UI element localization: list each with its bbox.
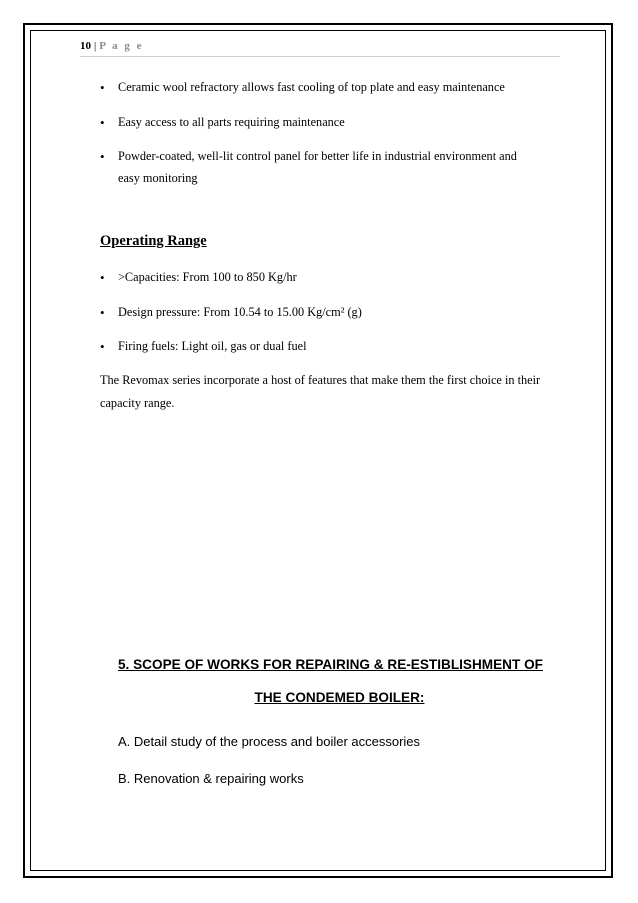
feature-text: Powder-coated, well-lit control panel for better life in industrial environment and	[118, 149, 517, 163]
range-text: Design pressure: From 10.54 to 15.00 Kg/cm² (g)	[118, 305, 362, 319]
range-text: Firing fuels: Light oil, gas or dual fuel	[118, 339, 307, 353]
bullet-icon: •	[100, 305, 105, 320]
range-paragraph-line: The Revomax series incorporate a host of features that make them the first choice in their	[100, 373, 541, 387]
bullet-icon: •	[100, 339, 105, 354]
scope-item: B. Renovation & repairing works	[118, 771, 304, 786]
range-paragraph-line: capacity range.	[100, 396, 175, 410]
scope-heading-line: THE CONDEMED BOILER:	[254, 690, 425, 705]
feature-text: Easy access to all parts requiring maintenance	[118, 115, 345, 129]
header-separator: |	[94, 40, 97, 52]
page-header	[80, 38, 560, 57]
scope-item: A. Detail study of the process and boiler accessories	[118, 734, 421, 749]
bullet-icon: •	[100, 270, 105, 285]
bullet-icon: •	[100, 80, 105, 95]
feature-text: Ceramic wool refractory allows fast cooling of top plate and easy maintenance	[118, 80, 505, 94]
range-text: >Capacities: From 100 to 850 Kg/hr	[118, 270, 297, 284]
scope-heading-line: 5. SCOPE OF WORKS FOR REPAIRING & RE-ESTIBLISHMENT OF	[118, 657, 543, 672]
bullet-icon: •	[100, 115, 105, 130]
page-number: 10	[80, 40, 91, 52]
page-label: P a g e	[99, 40, 144, 52]
feature-text-continuation: easy monitoring	[118, 171, 198, 185]
bullet-icon: •	[100, 149, 105, 164]
operating-range-heading: Operating Range	[100, 233, 207, 249]
